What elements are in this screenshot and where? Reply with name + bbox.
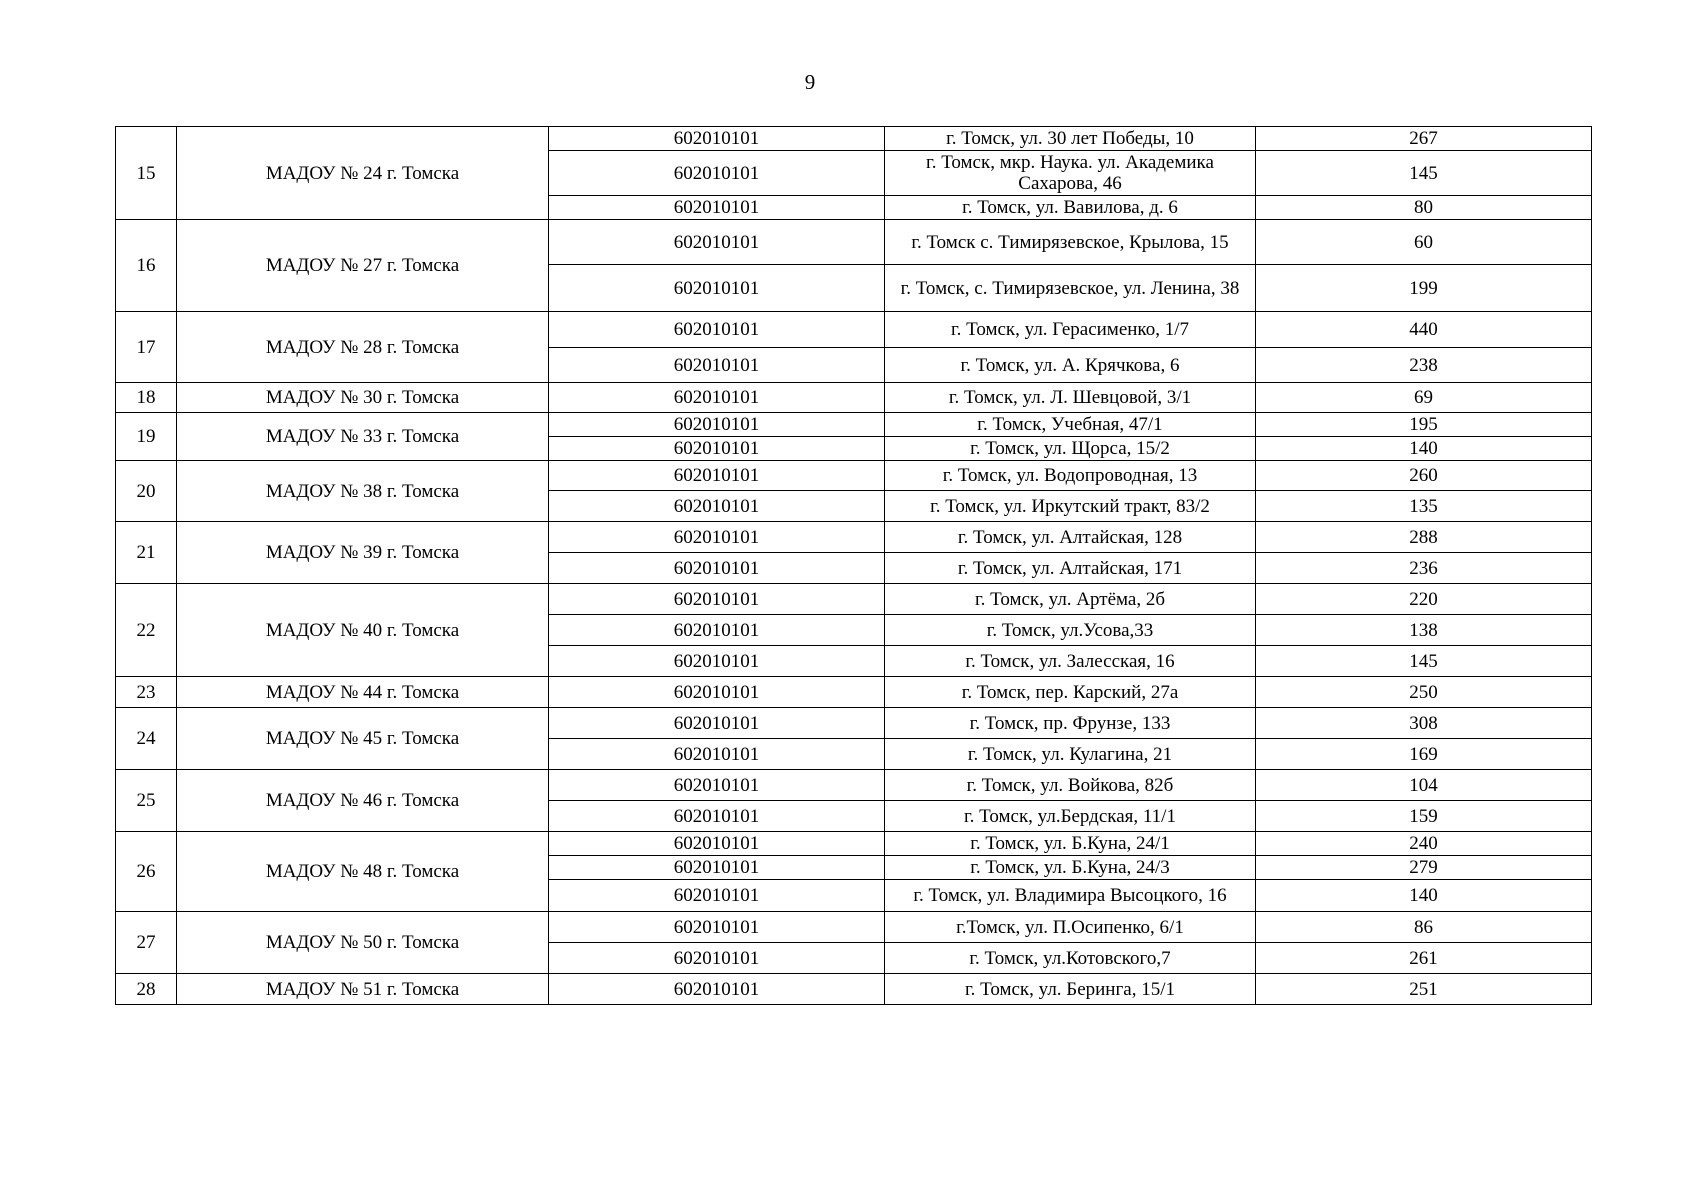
code-cell: 602010101 xyxy=(549,677,885,708)
count-cell: 240 xyxy=(1256,832,1592,856)
count-cell: 267 xyxy=(1256,127,1592,151)
code-cell: 602010101 xyxy=(549,522,885,553)
count-cell: 251 xyxy=(1256,974,1592,1005)
count-cell: 138 xyxy=(1256,615,1592,646)
code-cell: 602010101 xyxy=(549,220,885,265)
count-cell: 60 xyxy=(1256,220,1592,265)
code-cell: 602010101 xyxy=(549,196,885,220)
table-row xyxy=(116,220,1592,265)
count-cell: 86 xyxy=(1256,912,1592,943)
row-number-cell: 25 xyxy=(116,770,177,832)
organization-cell: МАДОУ № 39 г. Томска xyxy=(177,522,549,584)
count-cell: 80 xyxy=(1256,196,1592,220)
address-cell: г. Томск, с. Тимирязевское, ул. Ленина, 38 xyxy=(885,265,1256,312)
code-cell: 602010101 xyxy=(549,151,885,196)
count-cell: 169 xyxy=(1256,739,1592,770)
code-cell: 602010101 xyxy=(549,974,885,1005)
table-body xyxy=(116,127,1592,1005)
table-row xyxy=(116,383,1592,413)
code-cell: 602010101 xyxy=(549,801,885,832)
organization-cell: МАДОУ № 30 г. Томска xyxy=(177,383,549,413)
address-cell: г. Томск, мкр. Наука. ул. Академика Сахарова, 46 xyxy=(885,151,1256,196)
address-cell: г. Томск, ул. Беринга, 15/1 xyxy=(885,974,1256,1005)
count-cell: 279 xyxy=(1256,856,1592,880)
row-number-cell: 26 xyxy=(116,832,177,912)
code-cell: 602010101 xyxy=(549,880,885,912)
organization-cell: МАДОУ № 45 г. Томска xyxy=(177,708,549,770)
count-cell: 261 xyxy=(1256,943,1592,974)
count-cell: 236 xyxy=(1256,553,1592,584)
address-cell: г. Томск, Учебная, 47/1 xyxy=(885,413,1256,437)
code-cell: 602010101 xyxy=(549,265,885,312)
code-cell: 602010101 xyxy=(549,127,885,151)
address-cell: г. Томск, ул.Котовского,7 xyxy=(885,943,1256,974)
count-cell: 104 xyxy=(1256,770,1592,801)
count-cell: 288 xyxy=(1256,522,1592,553)
count-cell: 145 xyxy=(1256,151,1592,196)
count-cell: 159 xyxy=(1256,801,1592,832)
row-number-cell: 16 xyxy=(116,220,177,312)
address-cell: г. Томск, ул. Б.Куна, 24/1 xyxy=(885,832,1256,856)
address-cell: г. Томск, ул. Вавилова, д. 6 xyxy=(885,196,1256,220)
table-row xyxy=(116,312,1592,348)
row-number-cell: 23 xyxy=(116,677,177,708)
code-cell: 602010101 xyxy=(549,615,885,646)
count-cell: 195 xyxy=(1256,413,1592,437)
code-cell: 602010101 xyxy=(549,312,885,348)
code-cell: 602010101 xyxy=(549,413,885,437)
code-cell: 602010101 xyxy=(549,856,885,880)
code-cell: 602010101 xyxy=(549,383,885,413)
organization-cell: МАДОУ № 40 г. Томска xyxy=(177,584,549,677)
code-cell: 602010101 xyxy=(549,491,885,522)
organization-cell: МАДОУ № 50 г. Томска xyxy=(177,912,549,974)
page-number: 9 xyxy=(804,70,816,94)
address-cell: г. Томск, ул. Иркутский тракт, 83/2 xyxy=(885,491,1256,522)
organization-cell: МАДОУ № 51 г. Томска xyxy=(177,974,549,1005)
organization-cell: МАДОУ № 38 г. Томска xyxy=(177,461,549,522)
table-row xyxy=(116,770,1592,801)
address-cell: г. Томск, ул.Бердская, 11/1 xyxy=(885,801,1256,832)
code-cell: 602010101 xyxy=(549,943,885,974)
table-row xyxy=(116,413,1592,437)
code-cell: 602010101 xyxy=(549,348,885,383)
organization-cell: МАДОУ № 28 г. Томска xyxy=(177,312,549,383)
organization-cell: МАДОУ № 48 г. Томска xyxy=(177,832,549,912)
count-cell: 440 xyxy=(1256,312,1592,348)
row-number-cell: 22 xyxy=(116,584,177,677)
code-cell: 602010101 xyxy=(549,437,885,461)
table-row xyxy=(116,912,1592,943)
row-number-cell: 15 xyxy=(116,127,177,220)
address-cell: г. Томск, ул. Залесская, 16 xyxy=(885,646,1256,677)
row-number-cell: 24 xyxy=(116,708,177,770)
table-row xyxy=(116,974,1592,1005)
table-row xyxy=(116,584,1592,615)
row-number-cell: 17 xyxy=(116,312,177,383)
address-cell: г. Томск, пр. Фрунзе, 133 xyxy=(885,708,1256,739)
organization-cell: МАДОУ № 46 г. Томска xyxy=(177,770,549,832)
organization-cell: МАДОУ № 24 г. Томска xyxy=(177,127,549,220)
code-cell: 602010101 xyxy=(549,770,885,801)
count-cell: 199 xyxy=(1256,265,1592,312)
address-cell: г. Томск, ул. Алтайская, 171 xyxy=(885,553,1256,584)
table-row xyxy=(116,832,1592,856)
row-number-cell: 20 xyxy=(116,461,177,522)
table-row xyxy=(116,127,1592,151)
table-row xyxy=(116,522,1592,553)
code-cell: 602010101 xyxy=(549,739,885,770)
address-cell: г. Томск, ул. Водопроводная, 13 xyxy=(885,461,1256,491)
table-row xyxy=(116,677,1592,708)
row-number-cell: 28 xyxy=(116,974,177,1005)
table-row xyxy=(116,708,1592,739)
address-cell: г. Томск, ул. Войкова, 82б xyxy=(885,770,1256,801)
code-cell: 602010101 xyxy=(549,646,885,677)
count-cell: 140 xyxy=(1256,880,1592,912)
address-cell: г. Томск, ул. Алтайская, 128 xyxy=(885,522,1256,553)
address-cell: г. Томск, ул.Усова,33 xyxy=(885,615,1256,646)
code-cell: 602010101 xyxy=(549,553,885,584)
row-number-cell: 19 xyxy=(116,413,177,461)
address-cell: г. Томск, ул. Б.Куна, 24/3 xyxy=(885,856,1256,880)
address-cell: г. Томск, пер. Карский, 27а xyxy=(885,677,1256,708)
address-cell: г. Томск, ул. А. Крячкова, 6 xyxy=(885,348,1256,383)
count-cell: 145 xyxy=(1256,646,1592,677)
code-cell: 602010101 xyxy=(549,584,885,615)
address-cell: г. Томск, ул. Кулагина, 21 xyxy=(885,739,1256,770)
address-cell: г. Томск с. Тимирязевское, Крылова, 15 xyxy=(885,220,1256,265)
address-cell: г. Томск, ул. Герасименко, 1/7 xyxy=(885,312,1256,348)
organization-cell: МАДОУ № 33 г. Томска xyxy=(177,413,549,461)
count-cell: 260 xyxy=(1256,461,1592,491)
organization-cell: МАДОУ № 44 г. Томска xyxy=(177,677,549,708)
address-cell: г. Томск, ул. Л. Шевцовой, 3/1 xyxy=(885,383,1256,413)
code-cell: 602010101 xyxy=(549,461,885,491)
institutions-table xyxy=(115,126,1592,1005)
count-cell: 308 xyxy=(1256,708,1592,739)
count-cell: 135 xyxy=(1256,491,1592,522)
code-cell: 602010101 xyxy=(549,912,885,943)
address-cell: г.Томск, ул. П.Осипенко, 6/1 xyxy=(885,912,1256,943)
code-cell: 602010101 xyxy=(549,832,885,856)
count-cell: 250 xyxy=(1256,677,1592,708)
row-number-cell: 18 xyxy=(116,383,177,413)
count-cell: 220 xyxy=(1256,584,1592,615)
address-cell: г. Томск, ул. 30 лет Победы, 10 xyxy=(885,127,1256,151)
count-cell: 238 xyxy=(1256,348,1592,383)
organization-cell: МАДОУ № 27 г. Томска xyxy=(177,220,549,312)
address-cell: г. Томск, ул. Владимира Высоцкого, 16 xyxy=(885,880,1256,912)
row-number-cell: 21 xyxy=(116,522,177,584)
count-cell: 140 xyxy=(1256,437,1592,461)
table-row xyxy=(116,461,1592,491)
address-cell: г. Томск, ул. Щорса, 15/2 xyxy=(885,437,1256,461)
row-number-cell: 27 xyxy=(116,912,177,974)
count-cell: 69 xyxy=(1256,383,1592,413)
code-cell: 602010101 xyxy=(549,708,885,739)
address-cell: г. Томск, ул. Артёма, 2б xyxy=(885,584,1256,615)
